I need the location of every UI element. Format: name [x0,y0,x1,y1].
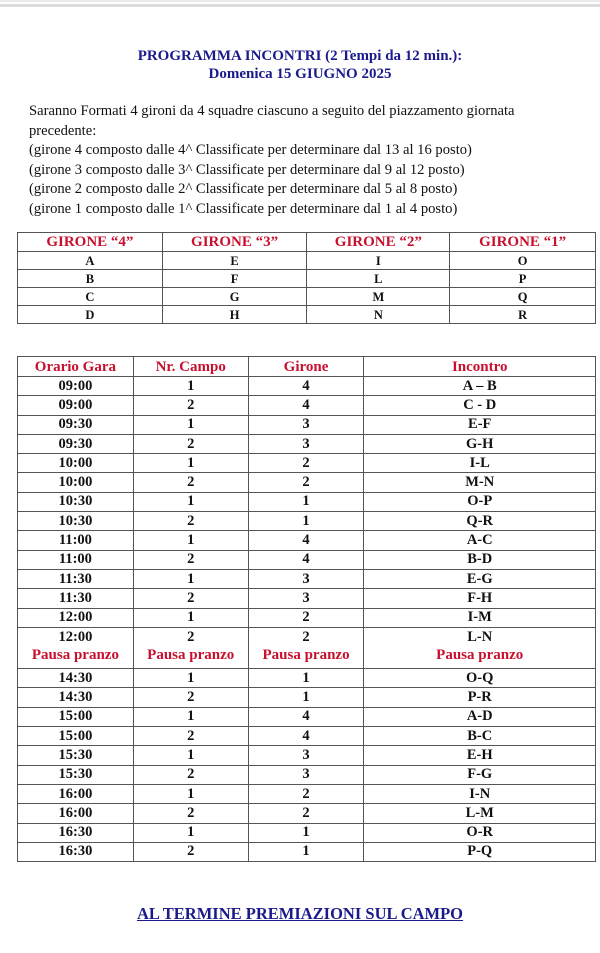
match-pairing: B-C [364,727,596,746]
field-number: 1 [133,531,248,550]
field-number: 2 [133,727,248,746]
team-cell: G [162,288,307,306]
match-time: 10:30 [18,492,134,511]
match-time: 10:30 [18,512,134,531]
team-cell: E [162,252,307,270]
group-number: 3 [248,569,364,588]
match-time: 15:00 [18,707,134,726]
group-number: 4 [248,707,364,726]
field-number: 2 [133,396,248,415]
gironi-header-cell: GIRONE “4” [18,233,163,252]
schedule-row [18,415,596,434]
match-pairing: P-Q [364,842,596,861]
match-time: 09:30 [18,434,134,453]
group-number: 4 [248,531,364,550]
field-number: 1 [133,746,248,765]
gironi-row [18,270,596,288]
match-pairing: E-H [364,746,596,765]
schedule-row [18,473,596,492]
match-pairing: I-M [364,608,596,627]
team-cell: N [307,306,450,324]
gironi-row [18,252,596,270]
intro-line: Saranno Formati 4 gironi da 4 squadre ciascuno a seguito del piazzamento giornata [29,103,515,119]
lunch-break-label: Pausa pranzo [364,646,596,669]
field-number: 1 [133,454,248,473]
gironi-header-cell: GIRONE “3” [162,233,307,252]
match-time: 15:30 [18,746,134,765]
gironi-row [18,288,596,306]
match-pairing: F-G [364,765,596,784]
schedule-row [18,842,596,861]
group-number: 4 [248,727,364,746]
field-number: 1 [133,707,248,726]
field-number: 1 [133,377,248,396]
field-number: 2 [133,688,248,707]
gironi-header-cell: GIRONE “2” [307,233,450,252]
field-number: 1 [133,415,248,434]
lunch-break-label: Pausa pranzo [133,646,248,669]
field-number: 1 [133,823,248,842]
page-title: PROGRAMMA INCONTRI (2 Tempi da 12 min.): [137,48,463,64]
match-time: 10:00 [18,454,134,473]
field-number: 2 [133,842,248,861]
match-time: 10:00 [18,473,134,492]
schedule-row [18,550,596,569]
group-number: 3 [248,746,364,765]
schedule-header-row [18,357,596,377]
field-number: 2 [133,434,248,453]
match-time: 11:00 [18,531,134,550]
match-time: 12:00 [18,608,134,627]
field-number: 1 [133,784,248,803]
team-cell: R [450,306,596,324]
match-pairing: L-M [364,804,596,823]
lunch-break-label: Pausa pranzo [18,646,134,669]
group-number: 2 [248,454,364,473]
schedule-header-cell: Orario Gara [18,357,134,377]
field-number: 1 [133,669,248,688]
group-number: 4 [248,377,364,396]
schedule-row [18,669,596,688]
team-cell: Q [450,288,596,306]
group-number: 2 [248,473,364,492]
schedule-row [18,627,596,646]
match-time: 16:00 [18,804,134,823]
match-time: 14:30 [18,688,134,707]
gironi-header-row [18,233,596,252]
match-time: 09:00 [18,377,134,396]
match-pairing: I-N [364,784,596,803]
lunch-break-label: Pausa pranzo [248,646,364,669]
group-number: 1 [248,492,364,511]
match-time: 11:00 [18,550,134,569]
gironi-table [17,232,596,324]
match-time: 16:30 [18,823,134,842]
team-cell: M [307,288,450,306]
match-pairing: P-R [364,688,596,707]
match-time: 09:30 [18,415,134,434]
match-time: 15:30 [18,765,134,784]
match-pairing: F-H [364,589,596,608]
match-pairing: Q-R [364,512,596,531]
schedule-row [18,765,596,784]
team-cell: O [450,252,596,270]
schedule-row [18,531,596,550]
intro-line: (girone 1 composto dalle 1^ Classificate per determinare dal 1 al 4 posto) [29,200,458,217]
intro-line: (girone 3 composto dalle 3^ Classificate per determinare dal 9 al 12 posto) [29,161,465,178]
group-number: 1 [248,669,364,688]
match-pairing: A-D [364,707,596,726]
group-number: 1 [248,842,364,861]
intro-line: (girone 4 composto dalle 4^ Classificate per determinare dal 13 al 16 posto) [29,142,472,158]
group-number: 3 [248,434,364,453]
match-pairing: A-C [364,531,596,550]
schedule-row [18,492,596,511]
gironi-header-cell: GIRONE “1” [450,233,596,252]
group-number: 2 [248,608,364,627]
footer-awards-note: AL TERMINE PREMIAZIONI SUL CAMPO [136,904,464,923]
team-cell: H [162,306,307,324]
schedule-row [18,512,596,531]
match-time: 16:00 [18,784,134,803]
team-cell: F [162,270,307,288]
field-number: 2 [133,765,248,784]
schedule-row [18,454,596,473]
schedule-row [18,804,596,823]
field-number: 2 [133,512,248,531]
schedule-row [18,434,596,453]
gironi-row [18,306,596,324]
team-cell: P [450,270,596,288]
schedule-row [18,727,596,746]
match-pairing: B-D [364,550,596,569]
match-pairing: O-P [364,492,596,511]
match-pairing: E-G [364,569,596,588]
field-number: 2 [133,473,248,492]
group-number: 2 [248,804,364,823]
page-subtitle-date: Domenica 15 GIUGNO 2025 [208,66,392,82]
match-time: 09:00 [18,396,134,415]
field-number: 1 [133,569,248,588]
intro-line: (girone 2 composto dalle 2^ Classificate per determinare dal 5 al 8 posto) [29,181,458,197]
schedule-row [18,688,596,707]
group-number: 3 [248,415,364,434]
group-number: 1 [248,823,364,842]
match-time: 11:30 [18,589,134,608]
team-cell: A [18,252,163,270]
match-pairing: I-L [364,454,596,473]
group-number: 3 [248,765,364,784]
schedule-header-cell: Nr. Campo [133,357,248,377]
group-number: 1 [248,688,364,707]
schedule-table [17,356,596,862]
group-number: 3 [248,589,364,608]
team-cell: C [18,288,163,306]
field-number: 2 [133,550,248,569]
schedule-row [18,746,596,765]
group-number: 4 [248,550,364,569]
schedule-row [18,707,596,726]
field-number: 1 [133,608,248,627]
field-number: 2 [133,627,248,646]
field-number: 2 [133,804,248,823]
schedule-row [18,589,596,608]
team-cell: I [307,252,450,270]
match-time: 14:30 [18,669,134,688]
match-pairing: A – B [364,377,596,396]
footer [0,904,600,924]
intro-line: precedente: [29,122,97,139]
schedule-row [18,377,596,396]
field-number: 1 [133,492,248,511]
match-pairing: O-Q [364,669,596,688]
schedule-row [18,396,596,415]
top-border [0,0,600,8]
match-pairing: O-R [364,823,596,842]
lunch-break-row [18,646,596,669]
schedule-header-cell: Incontro [364,357,596,377]
group-number: 2 [248,627,364,646]
match-pairing: C - D [364,396,596,415]
group-number: 4 [248,396,364,415]
group-number: 2 [248,784,364,803]
match-pairing: L-N [364,627,596,646]
team-cell: L [307,270,450,288]
team-cell: B [18,270,163,288]
match-time: 16:30 [18,842,134,861]
match-time: 15:00 [18,727,134,746]
match-time: 12:00 [18,627,134,646]
match-pairing: E-F [364,415,596,434]
schedule-row [18,823,596,842]
team-cell: D [18,306,163,324]
schedule-row [18,784,596,803]
group-number: 1 [248,512,364,531]
match-pairing: G-H [364,434,596,453]
schedule-row [18,569,596,588]
match-time: 11:30 [18,569,134,588]
schedule-header-cell: Girone [248,357,364,377]
schedule-row [18,608,596,627]
intro-paragraph [29,102,589,219]
field-number: 2 [133,589,248,608]
match-pairing: M-N [364,473,596,492]
